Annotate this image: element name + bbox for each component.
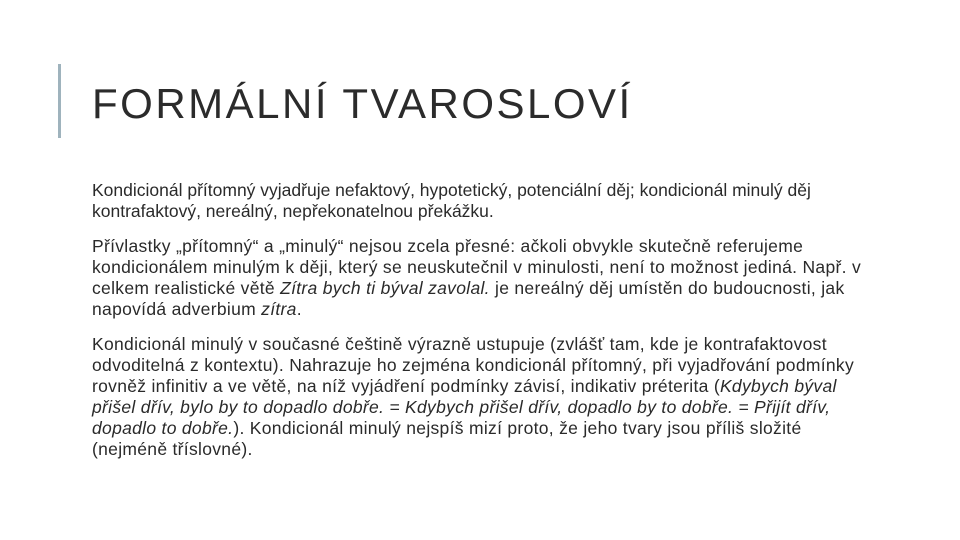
text-run: Kondicionál přítomný: [92, 180, 256, 200]
paragraph-2: [92, 236, 862, 320]
italic-text-run: zítra: [261, 299, 297, 319]
text-run: Přívlastky „přítomný“ a „minulý“ nejsou zcela přesné: ačkoli obvykle skutečně referujeme kondicionálem minulým k ději, který se neuskutečnil v minulosti, není to možnost jediná. Např. v celkem realistické větě: [92, 236, 861, 298]
text-run: Kondicionál minulý v současné češtině výrazně ustupuje (zvlášť tam, kde je kontrafaktovost odvoditelná z kontextu). Nahrazuje ho zejména kondicionál přítomný, při vyjadřování podmínky rovněž infinitiv a ve větě, na níž vyjádření podmínky závisí, indikativ préterita (: [92, 334, 855, 396]
title-accent-bar: [58, 64, 61, 138]
text-run: .: [296, 299, 302, 319]
text-run: je nereálný děj umístěn do budoucnosti, jak napovídá adverbium: [92, 278, 845, 319]
paragraph-1: [92, 180, 862, 222]
slide-title: FORMÁLNÍ TVAROSLOVÍ: [92, 80, 633, 127]
text-run: kondicionál minulý: [639, 180, 783, 200]
text-run: děj kontrafaktový, nereálný, nepřekonatelnou překážku.: [92, 180, 811, 221]
italic-text-run: Kdybych býval přišel dřív, bylo by to dopadlo dobře. = Kdybych přišel dřív, dopadlo by to dobře. = Přijít dřív, dopadlo to dobře.: [92, 376, 837, 438]
italic-text-run: Zítra bych ti býval zavolal.: [280, 278, 490, 298]
text-run: ). Kondicionál minulý nejspíš mizí proto, že jeho tvary jsou příliš složité (nejméně tříslovné).: [92, 418, 802, 459]
slide-body: [92, 180, 862, 460]
text-run: vyjadřuje nefaktový, hypotetický, potenciální děj;: [255, 180, 640, 200]
paragraph-3: [92, 334, 862, 460]
